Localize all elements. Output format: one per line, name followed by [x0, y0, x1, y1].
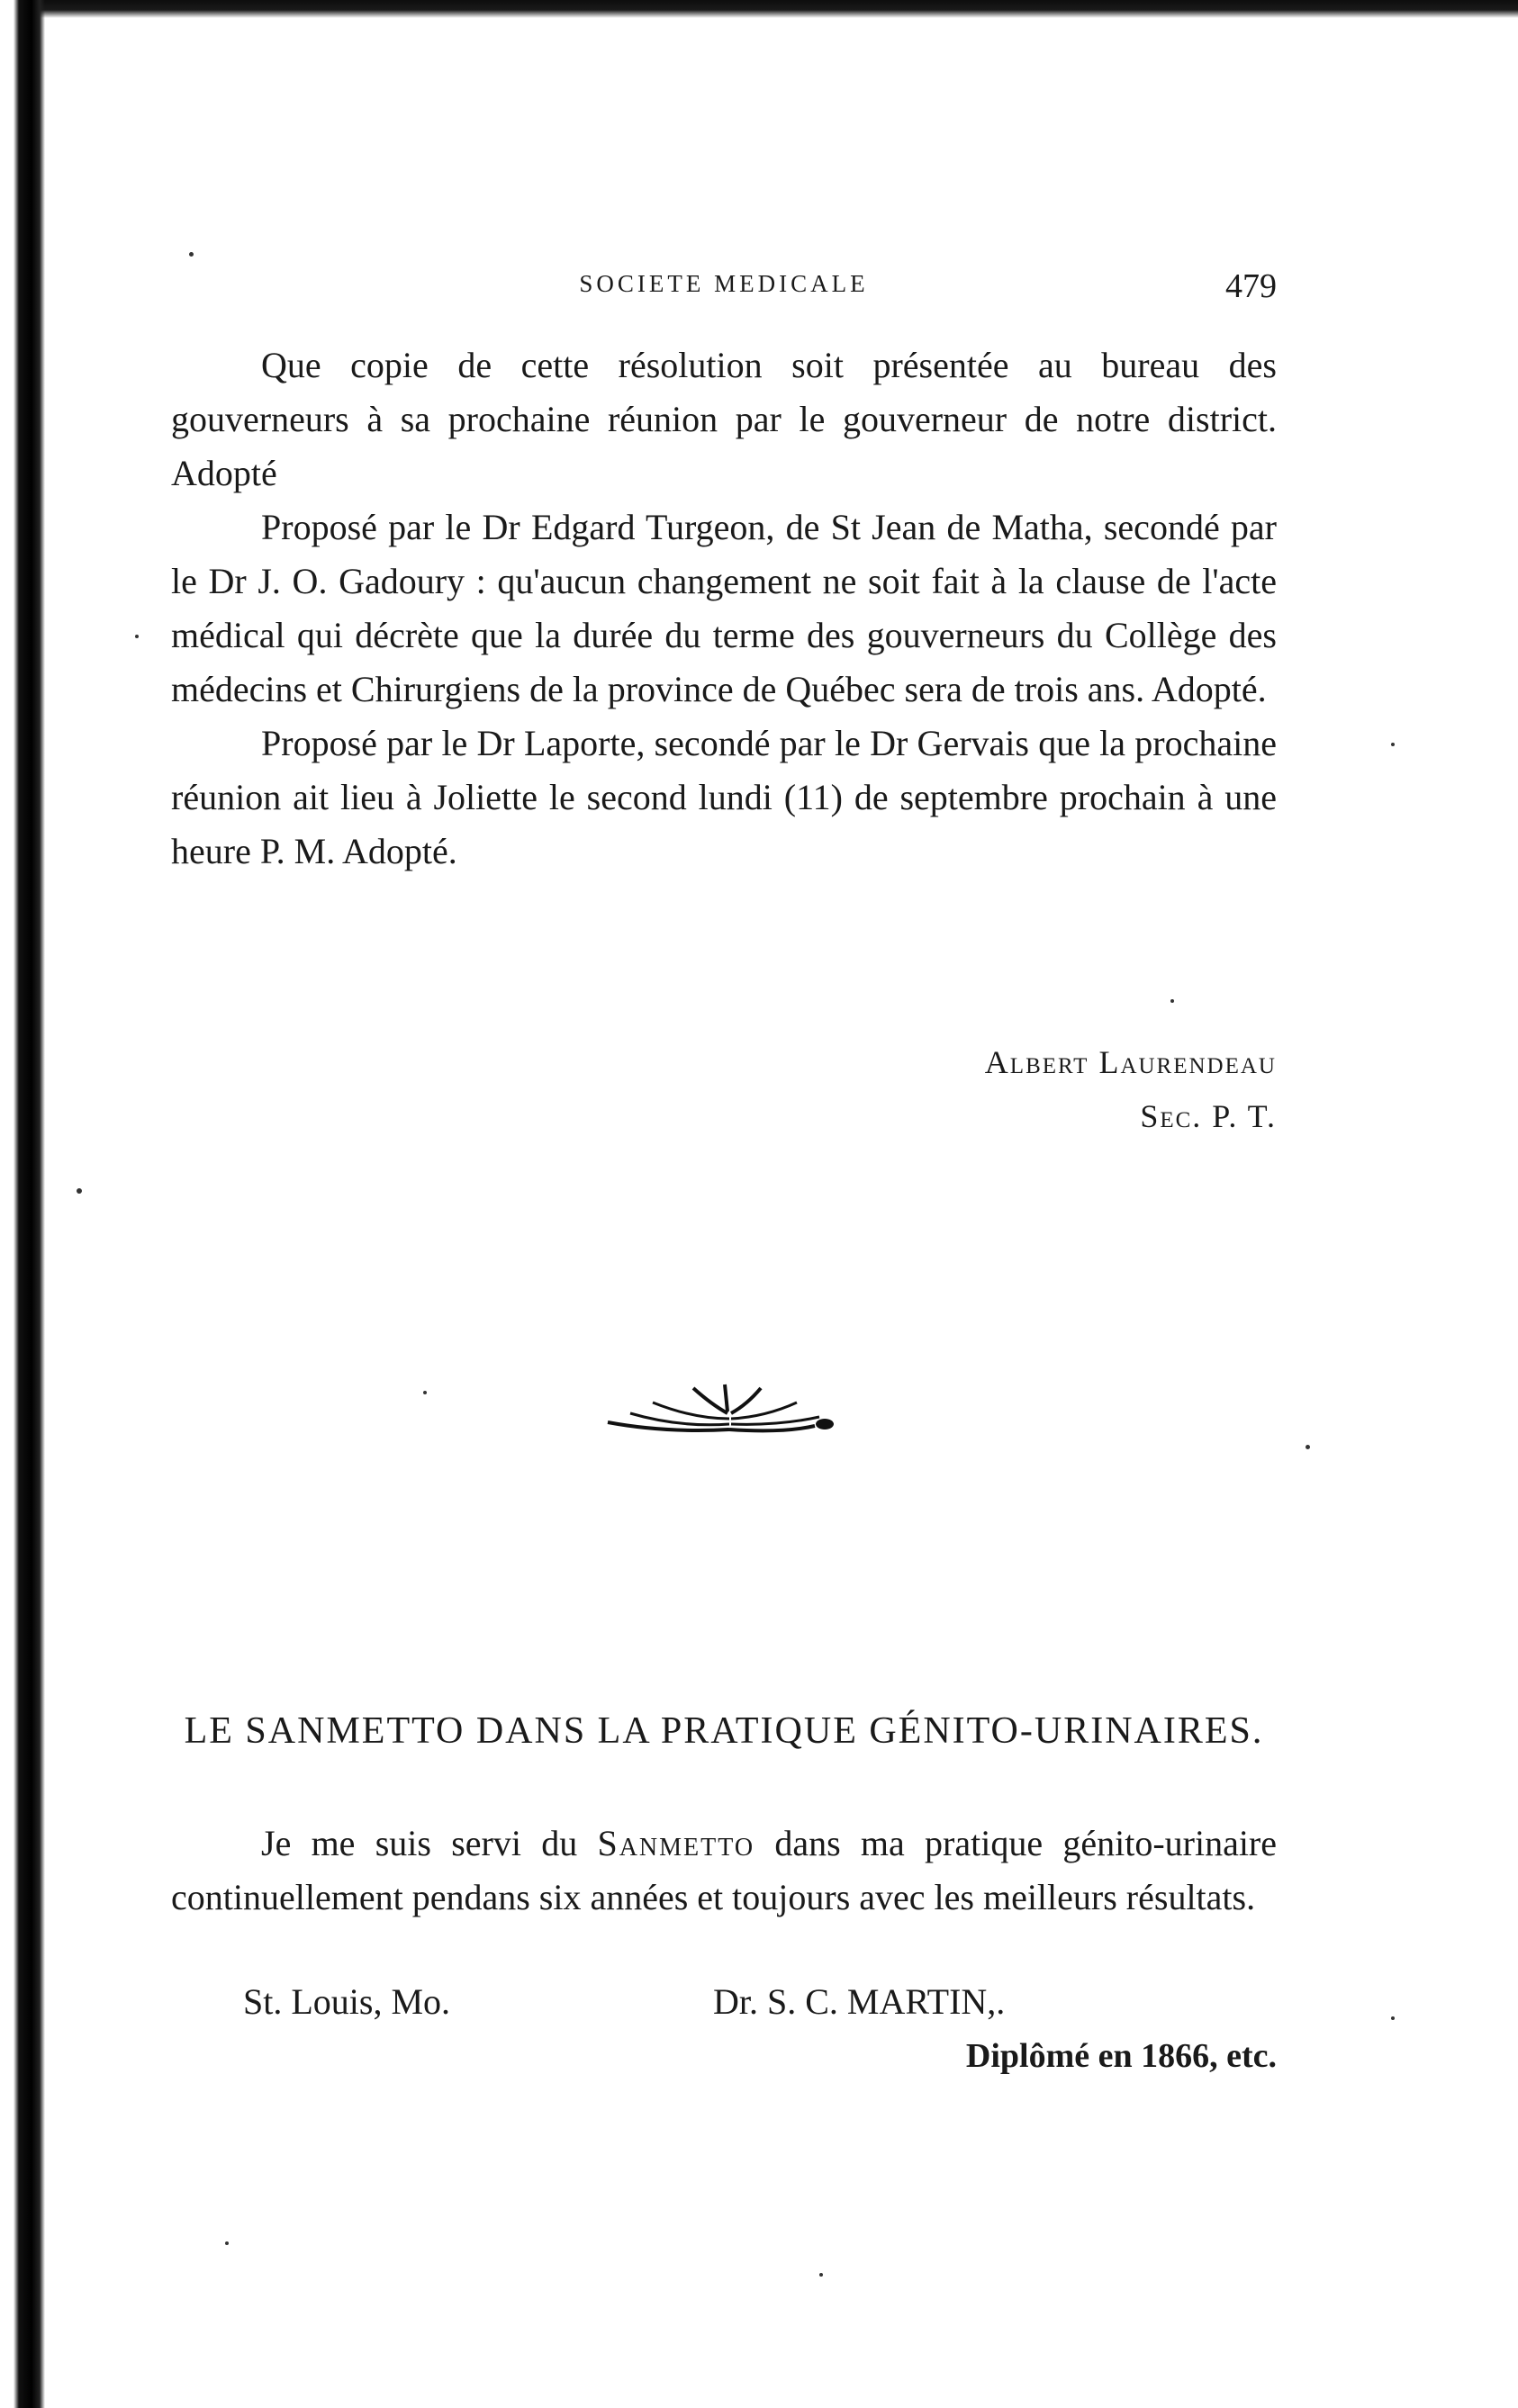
- secretary-name: Albert Laurendeau: [984, 1044, 1277, 1080]
- scan-speck: [1170, 999, 1174, 1003]
- page-number: 479: [1225, 267, 1277, 305]
- secretary-signature: [985, 1035, 1277, 1143]
- scan-speck: [77, 1188, 82, 1194]
- article-body: [171, 1817, 1277, 1925]
- scan-speck: [225, 2241, 229, 2245]
- scan-speck: [423, 1391, 427, 1394]
- book-top-edge: [0, 0, 1518, 18]
- scan-speck: [1391, 743, 1395, 746]
- doctor-name: Dr. S. C. MARTIN,.: [713, 1981, 1006, 2022]
- scan-speck: [1306, 1445, 1310, 1449]
- decorative-ornament: [603, 1377, 837, 1449]
- article-text-start: Je me suis servi du: [261, 1823, 598, 1863]
- article-title: LE SANMETTO DANS LA PRATIQUE GÉNITO-URINAIRES.: [184, 1710, 1264, 1752]
- resolution-paragraph: Que copie de cette résolution soit présentée au bureau des gouverneurs à sa prochaine réunion par le gouverneur de notre district. Adopté: [171, 345, 1277, 493]
- scan-speck: [189, 252, 194, 257]
- running-head: [171, 266, 1277, 311]
- book-binding-edge: [0, 0, 45, 2408]
- scan-speck: [135, 635, 139, 638]
- product-name: Sanmetto: [597, 1823, 755, 1863]
- scan-speck: [819, 2273, 823, 2277]
- place-line: St. Louis, Mo.: [243, 1981, 451, 2022]
- scan-speck: [1391, 2016, 1395, 2020]
- article-paragraph: [171, 1817, 1277, 1925]
- resolution-paragraph: Proposé par le Dr Laporte, secondé par le Dr Gervais que la prochaine réunion ait lieu à Joliette le second lundi (11) de septembre prochain à une heure P. M. Adopté.: [171, 723, 1277, 871]
- secretary-title: Sec. P. T.: [1140, 1098, 1277, 1134]
- doctor-credential: Diplômé en 1866, etc.: [965, 2037, 1277, 2075]
- running-title: SOCIETE MEDICALE: [579, 270, 869, 297]
- resolutions-text: [171, 338, 1277, 879]
- resolution-paragraph: Proposé par le Dr Edgard Turgeon, de St Jean de Matha, secondé par le Dr J. O. Gadoury : qu'aucun changement ne soit fait à la clause de l'acte médical qui décrète que la durée du terme des gouverneurs du Collège des médecins et Chirurgiens de la province de Québec sera de trois ans. Adopté.: [171, 507, 1277, 709]
- article-text-end: dans ma pratique génito-urinaire continuellement pendans six années et toujours avec les meilleurs résultats.: [171, 1823, 1278, 1917]
